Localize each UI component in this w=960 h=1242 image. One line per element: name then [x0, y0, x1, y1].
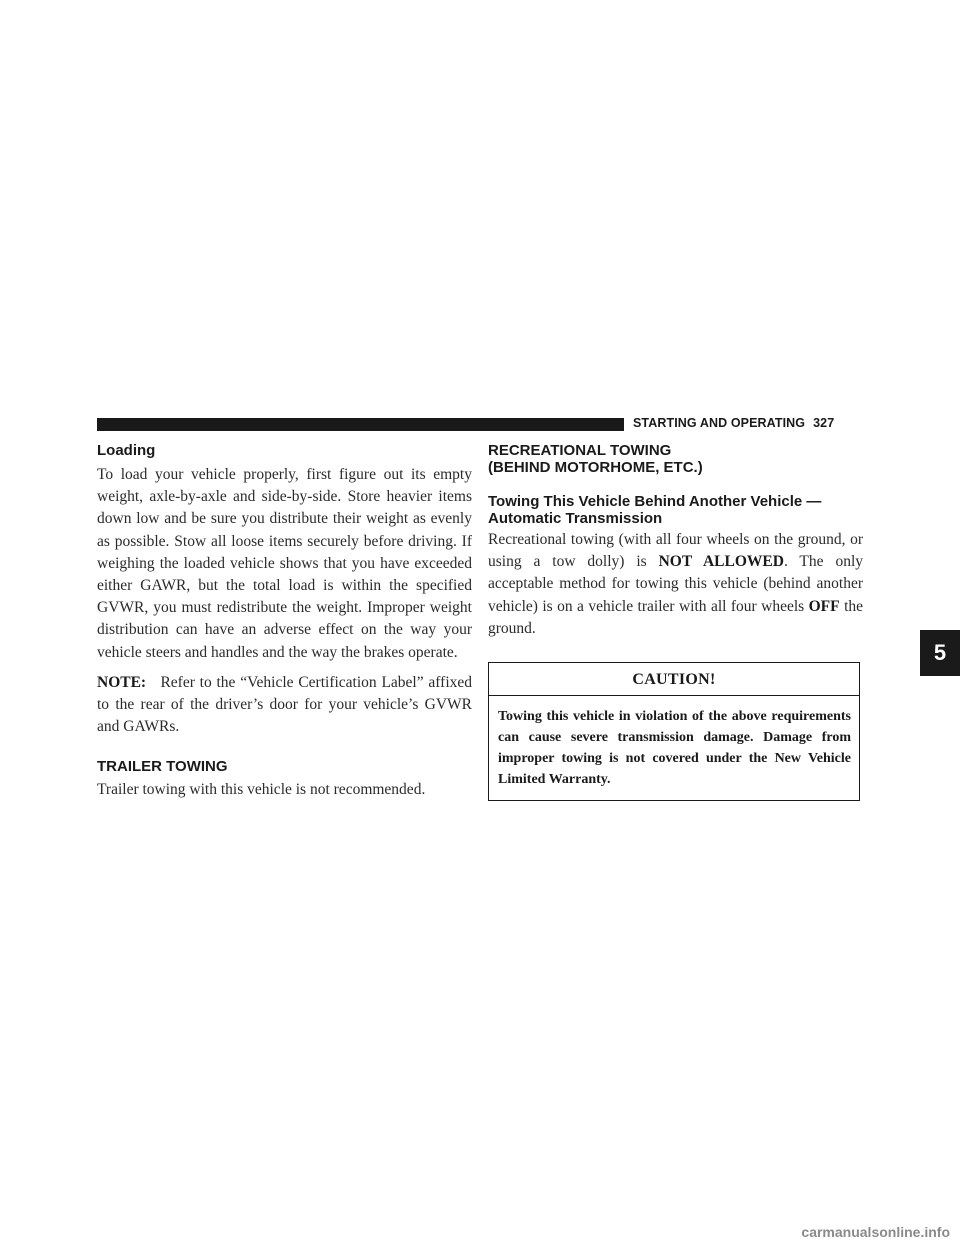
towing-subheading: [488, 493, 863, 527]
running-header: [633, 416, 834, 430]
recreational-towing-heading: [488, 442, 863, 476]
right-column: [488, 442, 863, 801]
caution-title: CAUTION!: [489, 663, 859, 696]
off-emphasis: OFF: [808, 597, 840, 615]
loading-heading: Loading: [97, 442, 156, 459]
rec-heading-line1: RECREATIONAL TOWING: [488, 442, 672, 459]
page-number: 327: [813, 416, 835, 430]
chapter-tab: 5: [920, 630, 960, 676]
loading-paragraph: To load your vehicle properly, first figure out its empty weight, axle-by-axle and side-by-side. Store heavier items down low and be sure you distribute their weight as evenly as possible. Stow all loose items securely before driving. If weighing the loaded vehicle shows that you have exceeded either GAWR, but the total load is within the specified GVWR, you must redistribute the weight. Improper weight distribution can have an adverse effect on the way your vehicle steers and handles and the way the brakes operate.: [97, 466, 472, 661]
trailer-towing-heading: TRAILER TOWING: [97, 758, 228, 776]
note-text: Refer to the “Vehicle Certification Label” affixed to the rear of the driver’s door for your vehicle’s GVWR and GAWRs.: [97, 673, 472, 736]
caution-box: [488, 662, 860, 801]
left-column: [97, 442, 472, 802]
watermark: carmanualsonline.info: [801, 1224, 950, 1240]
towing-text-3: the ground.: [488, 597, 863, 637]
sub-heading-line1: Towing This Vehicle Behind Another Vehicle —: [488, 493, 822, 510]
towing-text-1: Recreational towing (with all four wheels on the ground, or using a tow dolly) is: [488, 531, 863, 571]
towing-paragraph: [488, 529, 863, 640]
note-label: NOTE:: [97, 673, 147, 691]
rec-heading-line2: (BEHIND MOTORHOME, ETC.): [488, 459, 703, 476]
trailer-towing-paragraph: Trailer towing with this vehicle is not recommended.: [97, 781, 426, 799]
header-rule: [97, 418, 624, 431]
sub-heading-line2: Automatic Transmission: [488, 510, 663, 527]
not-allowed-emphasis: NOT ALLOWED: [658, 553, 784, 571]
towing-text-2: . The only acceptable method for towing this vehicle (behind another vehicle) is on a vehicle trailer with all four wheels: [488, 553, 863, 615]
section-title: STARTING AND OPERATING: [633, 416, 806, 430]
note-paragraph: [97, 672, 472, 739]
caution-text: Towing this vehicle in violation of the above requirements can cause severe transmission damage. Damage from improper towing is not covered under the New Vehicle Limited Warranty.: [498, 709, 851, 788]
